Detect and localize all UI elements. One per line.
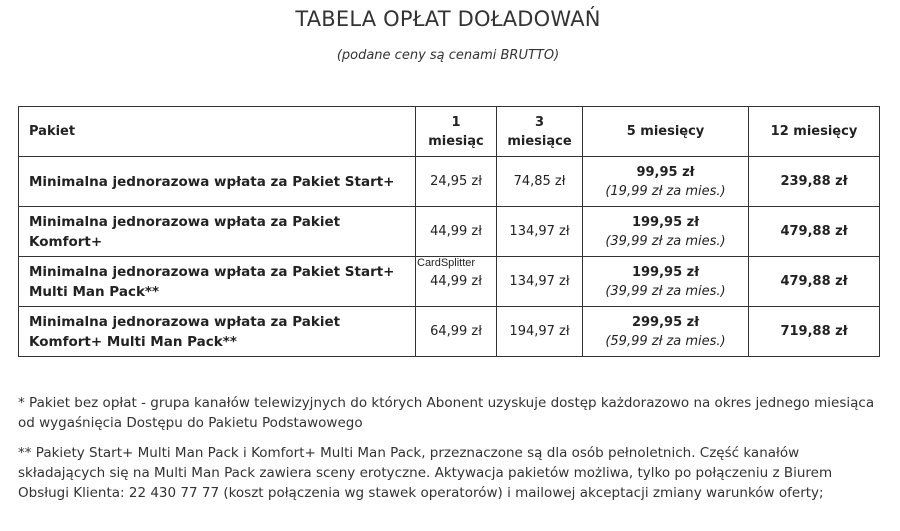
price-3-months: 194,97 zł [497, 307, 583, 357]
package-name: Minimalna jednorazowa wpłata za Pakiet Start+ Multi Man Pack** [19, 257, 416, 307]
price-1-month-cell [416, 257, 497, 307]
price-5-months: 299,95 zł [631, 314, 700, 330]
page-subtitle: (podane ceny są cenami BRUTTO) [336, 48, 560, 63]
price-12-months: 479,88 zł [749, 257, 880, 307]
header-3-months-label: miesiące [507, 133, 572, 149]
price-5-months: 199,95 zł [631, 214, 700, 230]
header-1-month-number: 1 [451, 114, 461, 130]
price-5-months-monthly: (19,99 zł za mies.) [605, 183, 726, 199]
header-package: Pakiet [19, 107, 416, 157]
price-1-month: 24,95 zł [416, 157, 497, 207]
price-3-months: 134,97 zł [497, 207, 583, 257]
fees-table [18, 106, 880, 357]
header-1-month-label: miesiąc [428, 133, 484, 149]
table-header-row [19, 107, 880, 157]
package-name: Minimalna jednorazowa wpłata za Pakiet Start+ [19, 157, 416, 207]
price-5-months: 199,95 zł [631, 264, 700, 280]
price-1-month: 44,99 zł [416, 207, 497, 257]
header-5-months: 5 miesięcy [583, 107, 749, 157]
price-5-months-monthly: (59,99 zł za mies.) [605, 333, 726, 349]
package-name: Minimalna jednorazowa wpłata za Pakiet Komfort+ [19, 207, 416, 257]
table-row [19, 307, 880, 357]
price-5-months-cell [583, 257, 749, 307]
header-12-months: 12 miesięcy [749, 107, 880, 157]
price-5-months-cell [583, 207, 749, 257]
table-row [19, 257, 880, 307]
header-3-months-number: 3 [534, 114, 545, 130]
price-5-months-monthly: (39,99 zł za mies.) [605, 283, 726, 299]
footnote-double-asterisk: ** Pakiety Start+ Multi Man Pack i Komfort+ Multi Man Pack, przeznaczone są dla osób pełnoletnich. Część kanałów składających się na Multi Man Pack zawiera sceny erotyczne. Aktywacja pakietów możliwa, tylko po połączeniu z Biurem Obsługi Klienta: 22 430 77 77 (koszt połączenia wg stawek operatorów) i mailowej akceptacji zmiany warunków oferty; [18, 445, 833, 501]
price-12-months: 239,88 zł [749, 157, 880, 207]
price-5-months-cell [583, 307, 749, 357]
price-5-months: 99,95 zł [636, 164, 695, 180]
price-1-month: 64,99 zł [416, 307, 497, 357]
header-3-months [497, 107, 583, 157]
card-splitter-overlay: CardSplitter [417, 257, 476, 269]
price-3-months: 134,97 zł [497, 257, 583, 307]
price-1-month: 44,99 zł [430, 274, 482, 289]
price-5-months-monthly: (39,99 zł za mies.) [605, 233, 726, 249]
price-3-months: 74,85 zł [497, 157, 583, 207]
price-12-months: 479,88 zł [749, 207, 880, 257]
page-title: TABELA OPŁAT DOŁADOWAŃ [295, 7, 601, 31]
price-12-months: 719,88 zł [749, 307, 880, 357]
package-name: Minimalna jednorazowa wpłata za Pakiet Komfort+ Multi Man Pack** [19, 307, 416, 357]
price-5-months-cell [583, 157, 749, 207]
table-row [19, 207, 880, 257]
header-1-month [416, 107, 497, 157]
footnote-single-asterisk: * Pakiet bez opłat - grupa kanałów telewizyjnych do których Abonent uzyskuje dostęp każdorazowo na okres jednego miesiąca od wygaśnięcia Dostępu do Pakietu Podstawowego [18, 395, 875, 431]
table-row [19, 157, 880, 207]
